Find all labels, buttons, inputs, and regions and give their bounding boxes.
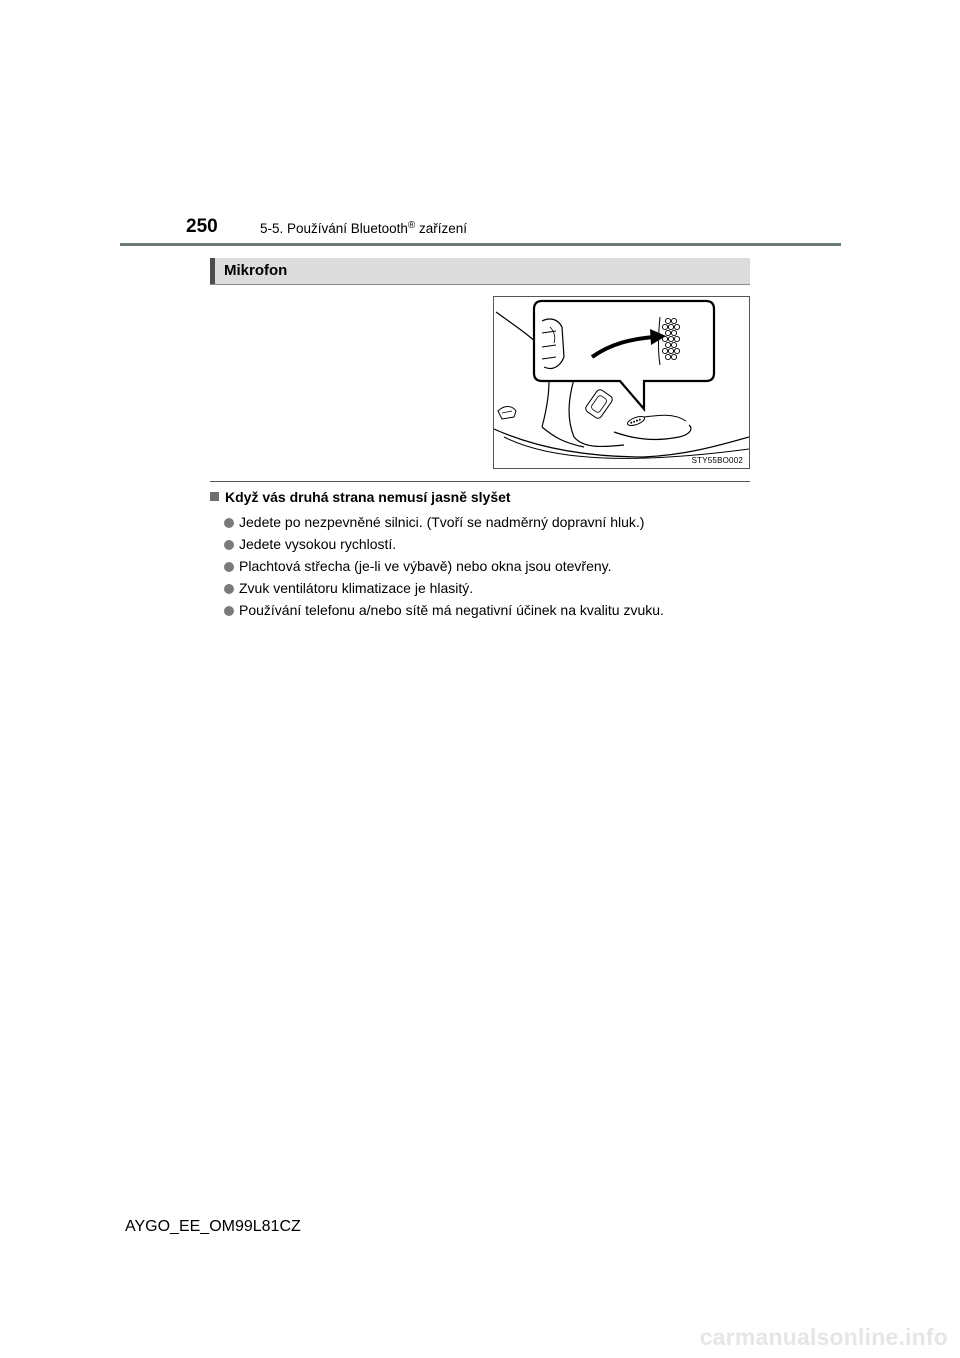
list-item-text: Plachtová střecha (je-li ve výbavě) nebo okna jsou otevřeny. — [239, 558, 612, 574]
list-item — [224, 555, 664, 577]
list-item-text: Zvuk ventilátoru klimatizace je hlasitý. — [239, 580, 474, 596]
bullet-dot-icon — [224, 606, 234, 616]
header-rule — [120, 243, 841, 246]
overhead-console-illustration — [494, 297, 749, 468]
list-item-text: Používání telefonu a/nebo sítě má negativní účinek na kvalitu zvuku. — [239, 602, 664, 618]
bullet-dot-icon — [224, 518, 234, 528]
list-item — [224, 511, 664, 533]
running-head-prefix: 5-5. Používání Bluetooth — [260, 221, 408, 236]
section-bar-accent — [210, 258, 215, 284]
notes-heading-text: Když vás druhá strana nemusí jasně slyšet — [225, 489, 511, 505]
microphone-grille — [626, 415, 645, 428]
section-heading-bar — [210, 258, 750, 285]
list-item-text: Jedete vysokou rychlostí. — [239, 536, 397, 552]
list-item — [224, 577, 664, 599]
figure-code: STY55BO002 — [691, 456, 743, 465]
notes-list — [224, 511, 664, 621]
running-head-suffix: zařízení — [415, 221, 468, 236]
square-bullet-icon — [210, 492, 219, 501]
microphone-location-figure — [493, 296, 750, 469]
list-item-text: Jedete po nezpevněné silnici. (Tvoří se nadměrný dopravní hluk.) — [239, 514, 645, 530]
section-title: Mikrofon — [224, 262, 288, 279]
page-number: 250 — [186, 216, 218, 237]
document-code: AYGO_EE_OM99L81CZ — [125, 1218, 301, 1235]
notes-heading — [210, 489, 511, 505]
content-divider — [210, 481, 750, 482]
registered-mark: ® — [407, 220, 416, 231]
running-head — [260, 221, 467, 236]
bullet-dot-icon — [224, 540, 234, 550]
bullet-dot-icon — [224, 562, 234, 572]
list-item — [224, 599, 664, 621]
bullet-dot-icon — [224, 584, 234, 594]
watermark: carmanualsonline.info — [699, 1324, 948, 1350]
list-item — [224, 533, 664, 555]
